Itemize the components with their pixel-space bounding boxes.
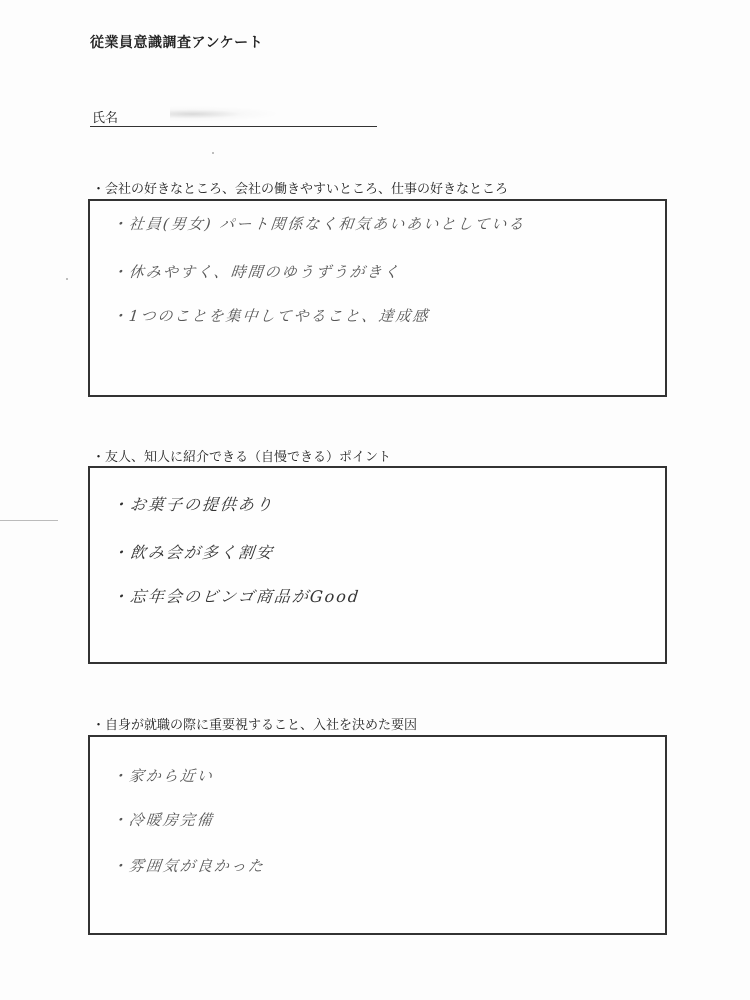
- answer-2-2: ・飲み会が多く割安: [110, 543, 275, 562]
- answer-3-3: ・雰囲気が良かった: [111, 857, 266, 875]
- answer-box-2: [88, 466, 667, 664]
- scan-artifact-dot: [66, 278, 68, 280]
- section-heading-1: ・会社の好きなところ、会社の働きやすいところ、仕事の好きなところ: [92, 182, 509, 197]
- answer-2-3: ・忘年会のビンゴ商品がGood: [110, 587, 362, 606]
- answer-1-3: ・1つのことを集中してやること、達成感: [111, 307, 431, 325]
- scan-artifact-line: [0, 520, 58, 521]
- answer-box-3: [88, 735, 667, 935]
- name-field: [90, 106, 377, 127]
- section-heading-2: ・友人、知人に紹介できる（自慢できる）ポイント: [92, 450, 392, 465]
- answer-1-2: ・休みやすく、時間のゆうずうがきく: [111, 263, 402, 281]
- answer-3-1: ・家から近い: [111, 767, 215, 785]
- section-heading-3: ・自身が就職の際に重要視すること、入社を決めた要因: [92, 718, 418, 733]
- scan-artifact-dot: [212, 152, 214, 154]
- document-title: 従業員意識調査アンケート: [90, 35, 264, 51]
- answer-box-1: [88, 199, 667, 397]
- answer-1-1: ・社員(男女) パート関係なく和気あいあいとしている: [111, 215, 527, 233]
- answer-2-1: ・お菓子の提供あり: [110, 495, 275, 514]
- redacted-name: [170, 106, 280, 122]
- answer-3-2: ・冷暖房完備: [111, 811, 215, 829]
- name-label: 氏名: [92, 111, 119, 126]
